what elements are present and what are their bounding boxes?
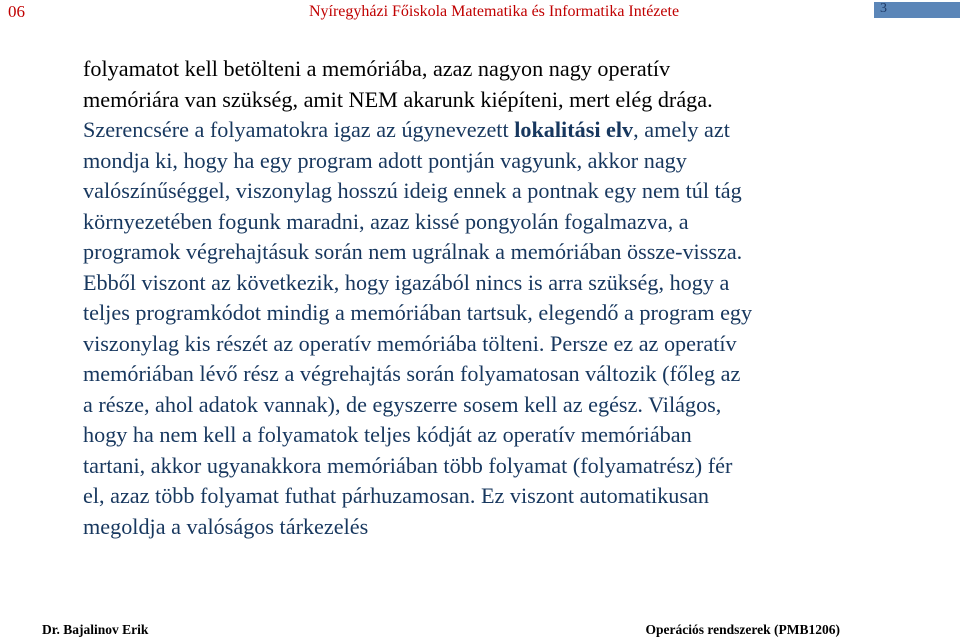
body-line: viszonylag kis részét az operatív memóriába tölteni. Persze ez az operatív xyxy=(83,330,737,356)
body-line: programok végrehajtásuk során nem ugrálnak a memóriában össze-vissza. xyxy=(83,239,743,264)
body-line: memóriára van szükség, amit NEM akarunk kiépíteni, mert elég drága. xyxy=(83,86,713,112)
slide-number: 06 xyxy=(8,2,25,21)
institute-title: Nyíregyházi Főiskola Matematika és Informatika Intézete xyxy=(308,3,680,20)
footer-author: Dr. Bajalinov Erik xyxy=(42,622,149,637)
body-text xyxy=(83,54,953,542)
body-line: folyamatot kell betölteni a memóriába, azaz nagyon nagy operatív xyxy=(83,56,671,81)
body-line: Szerencsére a folyamatokra igaz az úgynevezett lokalitási elv, amely azt xyxy=(83,117,730,142)
body-line: környezetében fogunk maradni, azaz kissé pongyolán fogalmazva, a xyxy=(83,208,689,234)
body-line: teljes programkódot mindig a memóriában tartsuk, elegendő a program egy xyxy=(83,300,753,325)
body-line: valószínűséggel, viszonylag hosszú ideig ennek a pontnak egy nem túl tág xyxy=(83,178,742,203)
body-line: a része, ahol adatok vannak), de egyszerre sosem kell az egész. Világos, xyxy=(83,391,722,417)
body-line: Ebből viszont az következik, hogy igazából nincs is arra szükség, hogy a xyxy=(83,269,730,295)
page-number: 3 xyxy=(880,1,887,16)
body-line: megoldja a valóságos tárkezelés xyxy=(83,513,369,539)
emphasized-term: lokalitási elv xyxy=(514,117,634,142)
body-line: mondja ki, hogy ha egy program adott pontján vagyunk, akkor nagy xyxy=(83,147,687,173)
body-line: tartani, akkor ugyanakkora memóriában több folyamat (folyamatrész) fér xyxy=(83,452,733,478)
body-line: memóriában lévő rész a végrehajtás során folyamatosan változik (főleg az xyxy=(83,361,741,386)
body-line: hogy ha nem kell a folyamatok teljes kódját az operatív memóriában xyxy=(83,422,692,447)
footer-course: Operációs rendszerek (PMB1206) xyxy=(645,622,840,637)
body-line: el, azaz több folyamat futhat párhuzamosan. Ez viszont automatikusan xyxy=(83,483,709,508)
